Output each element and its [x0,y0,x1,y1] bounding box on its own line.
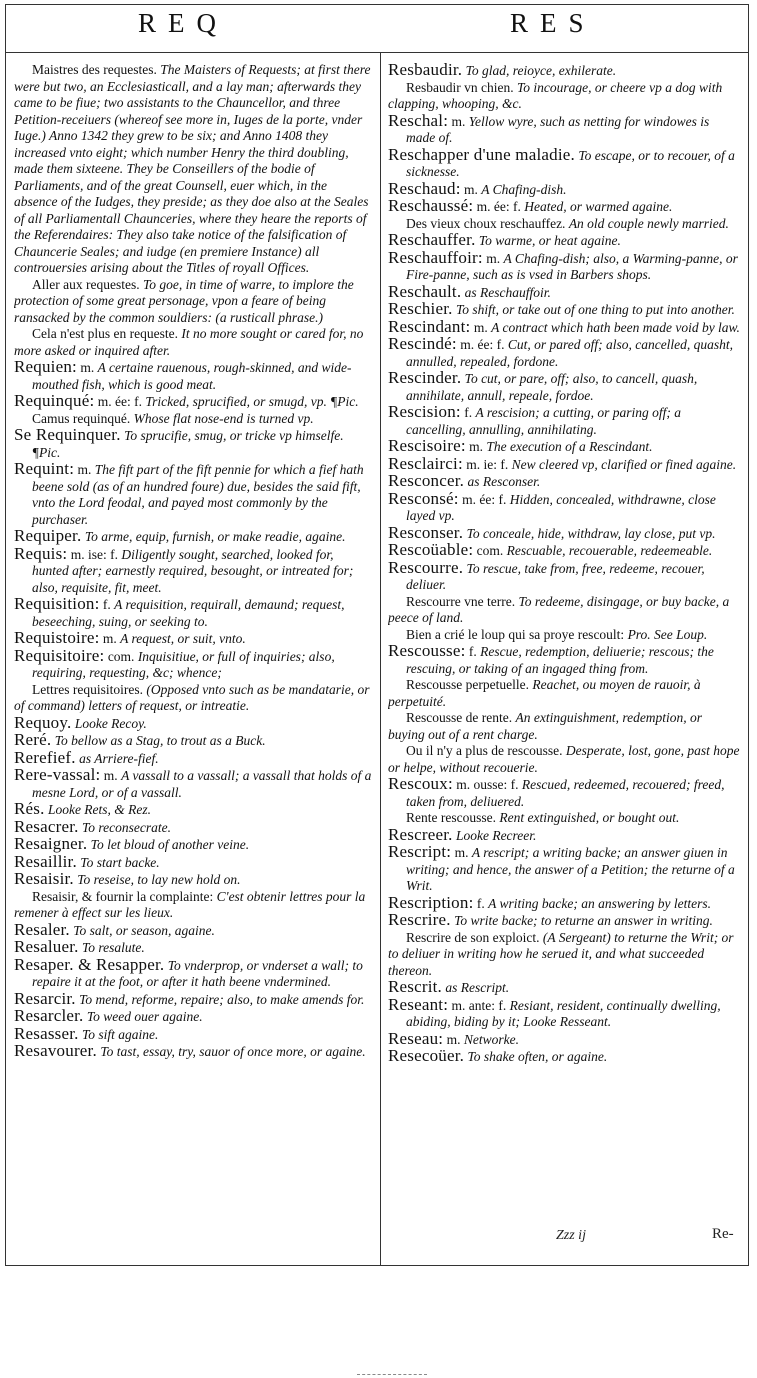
dictionary-entry [388,912,740,930]
entry-definition: The execution of a Rescindant. [486,439,653,454]
entry-headword: Requisition: [14,594,100,613]
entry-definition: A Chafing-dish; also, a Warming-panne, or Fire-panne, such as is vsed in Barbers shops. [406,250,738,282]
entry-headword: Rerefief. [14,747,76,767]
entry-headword: Resacrer. [14,816,79,836]
entry-definition: Yellow wyre, such as netting for windowes is made of. [406,113,710,145]
entry-headword: Reré. [14,730,52,749]
entry-headword: Resclairci: [388,453,463,473]
entry-headword: Resavourer. [14,1041,97,1060]
entry-headword: Resarcler. [14,1006,84,1025]
entry-definition: To salt, or season, againe. [73,922,215,938]
entry-headword: Resconsé: [388,488,459,508]
entry-definition: Tricked, sprucified, or smugd, vp. ¶Pic. [145,394,359,409]
entry-headword: Resaigner. [14,834,88,853]
signature-mark: Zzz ij [556,1228,586,1243]
entry-definition: Hidden, concealed, withdrawne, close layed vp. [406,491,716,523]
entry-definition: as Resconser. [467,474,541,489]
dictionary-entry [388,643,740,677]
entry-headword: Resbaudir vn chien. [406,79,514,95]
entry-definition: Looke Rets, & Rez. [47,802,152,817]
entry-gender: com. [107,648,135,664]
entry-headword: Resarcir. [14,988,76,1008]
entry-headword: Reseant: [388,994,449,1014]
catchword: Re- [712,1226,734,1242]
entry-headword: Rescrire. [388,910,451,929]
entry-definition: Desperate, lost, gone, past hope or helpe, without recouerie. [388,743,740,775]
entry-headword: Ou il n'y a plus de rescousse. [406,743,563,758]
bottom-mark [357,1374,427,1377]
dictionary-entry [14,528,372,546]
entry-definition: To mend, reforme, repaire; also, to make amends for. [79,991,365,1007]
dictionary-entry [388,62,740,80]
entry-headword: Rescousse: [388,641,466,660]
entry-definition: A writing backe; an answering by letters. [488,895,711,911]
entry-definition: Whose flat nose-end is turned vp. [133,410,314,426]
dictionary-entry [388,370,740,404]
entry-headword: Rescrit. [388,977,443,996]
entry-headword: Reschaud: [388,178,461,198]
entry-headword: Rescourre. [388,557,464,577]
entry-definition: To let bloud of another veine. [90,837,250,852]
entry-headword: Rescourre vne terre. [406,593,516,609]
entry-headword: Resecoüer. [388,1046,465,1065]
entry-definition: Rescued, redeemed, recouered; freed, taken from, deliuered. [406,777,725,809]
entry-definition: Looke Recreer. [455,827,537,843]
entry-definition: Rescue, redemption, deliuerie; rescous; the rescuing, or taking of an ingaged thing from. [406,644,714,676]
entry-gender: m. [473,319,488,335]
entry-headword: Rescousse de rente. [406,710,513,725]
dictionary-entry [14,393,372,411]
entry-definition: To bellow as a Stag, to trout as a Buck. [54,733,266,748]
entry-headword: Requis: [14,543,68,563]
dictionary-entry [388,557,740,594]
entry-gender: f. [464,405,473,420]
entry-gender: m. ousse: f. [456,777,519,792]
entry-headword: Camus requinqué. [32,410,131,426]
entry-headword: Aller aux requestes. [32,276,140,292]
dictionary-entry [388,710,740,743]
entry-definition: A Chafing-dish. [481,181,567,197]
dictionary-entry [388,930,740,980]
entry-headword: Resconcer. [388,471,465,490]
entry-gender: m. [469,439,484,454]
entry-gender: com. [476,543,504,558]
entry-definition: Cut, or pared off; also, cancelled, quasht, annulled, repealed, fordone. [406,337,734,369]
entry-definition: To warme, or heat againe. [478,233,621,248]
entry-definition: To conceale, hide, withdraw, lay close, put vp. [466,525,716,541]
entry-headword: Resaisir, & fournir la complainte: [32,888,214,904]
dictionary-entry [14,767,372,801]
entry-gender: m. [102,631,117,646]
entry-gender: m. ée: f. [97,394,142,409]
entry-definition: New cleered vp, clarified or fined againe. [511,456,737,472]
entry-headword: Reschault. [388,281,462,301]
entry-headword: Rescindé: [388,334,457,353]
dictionary-entry [14,712,372,733]
entry-definition: To reconsecrate. [81,819,171,835]
entry-headword: Cela n'est plus en requeste. [32,326,179,341]
entry-headword: Reschal: [388,110,449,130]
entry-gender: m. ée: f. [460,337,505,352]
dictionary-entry [14,277,372,327]
entry-definition: Pro. See Loup. [627,626,708,642]
entry-gender: m. [446,1031,461,1047]
entry-definition: A rescision; a cutting, or paring off; a cancelling, annulling, annihilating. [406,405,681,437]
entry-definition: C'est obtenir lettres pour la remener à effect sur les lieux. [14,888,366,920]
entry-definition: as Reschauffoir. [464,284,551,300]
entry-gender: m. [486,250,501,266]
entry-headword: Des vieux choux reschauffez. [406,215,566,231]
entry-headword: Maistres des requestes. [32,62,157,77]
dictionary-entry [14,62,372,277]
dictionary-entry [388,776,740,810]
entry-definition: A rescript; a writing backe; an answer giuen in writing; and hence, the answer of a Petition; the returne of a Writ. [406,845,735,893]
entry-definition: To rescue, take from, free, redeeme, recouer, deliuer. [406,560,705,592]
entry-definition: To arme, equip, furnish, or make readie, againe. [84,529,346,544]
entry-gender: m. [454,845,469,860]
entry-definition: An old couple newly married. [568,215,729,231]
entry-definition: An extinguishment, redemption, or buying out of a rent charge. [388,710,703,742]
entry-definition: Networke. [463,1031,519,1047]
entry-headword: Rescrire de son exploict. [406,929,540,945]
running-head-right: RES [510,8,596,38]
entry-headword: Resaillir. [14,851,77,871]
entry-definition: Rent extinguished, or bought out. [499,810,680,825]
entry-headword: Rescreer. [388,824,453,844]
dictionary-entry [14,427,372,461]
dictionary-entry [388,677,740,710]
dictionary-entry [14,359,372,393]
entry-gender: m. [77,462,92,477]
entry-headword: Rere-vassal: [14,765,101,784]
entry-headword: Rescisoire: [388,436,466,455]
entry-definition: To weed ouer againe. [86,1009,203,1024]
dictionary-entry [388,336,740,370]
entry-gender: m. ise: f. [70,546,118,562]
dictionary-entry [388,110,740,147]
entry-headword: Requien: [14,357,77,376]
entry-definition: To glad, reioyce, exhilerate. [465,63,617,78]
entry-headword: Rés. [14,799,45,818]
entry-definition: To sift againe. [81,1026,159,1042]
entry-headword: Reschapper d'une maladie. [388,144,575,164]
entry-gender: f. [476,895,485,911]
entry-definition: as Arriere-fief. [79,750,159,766]
entry-headword: Resaisir. [14,869,74,888]
entry-headword: Rescision: [388,402,461,421]
dictionary-entry [14,645,372,682]
dictionary-entry [14,954,372,991]
entry-definition: To sprucifie, smug, or tricke vp himselfe. ¶Pic. [32,428,344,460]
dictionary-entry [14,543,372,597]
entry-headword: Requinqué: [14,391,95,410]
entry-definition: Rescuable, recouerable, redeemeable. [506,543,713,558]
entry-gender: m. ée: f. [476,199,521,214]
dictionary-entry [14,1043,372,1061]
right-column [388,62,740,1262]
entry-definition: It no more sought or cared for, no more asked or inquired after. [14,326,364,358]
entry-headword: Resbaudir. [388,62,463,79]
entry-headword: Bien a crié le loup qui sa proye rescoult: [406,626,625,642]
dictionary-entry [388,488,740,525]
entry-definition: To escape, or to recouer, of a sicknesse. [406,147,735,179]
entry-headword: Resasser. [14,1023,79,1043]
entry-definition: To vnderprop, or vnderset a wall; to repaire it at the foot, or after it hath beene vndermined. [32,957,363,989]
entry-headword: Se Requinquer. [14,425,121,444]
entry-definition: Inquisitiue, or full of inquiries; also, requiring, requesting, &c; whence; [32,648,335,680]
entry-definition: To start backe. [80,854,160,870]
entry-definition: To cut, or pare, off; also, to cancell, quash, annihilate, annull, repeale, fordoe. [406,371,698,403]
dictionary-entry [388,80,740,113]
dictionary-entry [388,247,740,284]
entry-definition: To resalute. [81,940,145,955]
dictionary-entry [388,1048,740,1066]
entry-headword: Rescousse perpetuelle. [406,677,529,692]
entry-definition: A contract which hath been made void by law. [491,319,740,335]
entry-definition: A request, or suit, vnto. [120,631,246,646]
entry-headword: Rescription: [388,892,474,912]
dictionary-entry [388,594,740,627]
column-divider [380,53,381,1266]
dictionary-entry [388,743,740,776]
running-head-left: REQ [138,8,228,38]
dictionary-entry [388,144,740,181]
entry-headword: Resaper. & Resapper. [14,954,165,974]
entry-definition: The Maisters of Requests; at first there were but two, an Ecclesiasticall, and a lay man; afterwards they came to be fiue; two assistants to the Chauncellor, and three Petition-receiuers (whereof see more in, Iuges de la porte, vnder Iuge.) Anno 1342 they grew to be six; and Anno 1408 they increased vnto eight; which number Henry the third doubling, made them sixteene. They be Conseillers of the bodie of Parliaments, and of the great Counsell, euer which, in the absence of the Iudges, they preside; as they doe also at the Seales of all Parliamentall Chaunceries, where they heare the reports of the Referendaires: They also take notice of the falsification of Chauncerie Seales; and iudge (en premiere Instance) all controuersies arising about the Titles of royall Offices. [14,62,371,275]
entry-gender: m. ie: f. [466,456,509,472]
entry-definition: To shake often, or againe. [467,1049,608,1064]
entry-headword: Requoy. [14,712,72,732]
entry-headword: Requint: [14,459,75,478]
entry-definition: To goe, in time of warre, to implore the protection of some great personage, vpon a feare of being ransacked by the common souldiers: (a rusticall phrase.) [14,276,354,325]
entry-gender: m. ante: f. [451,997,507,1013]
entry-headword: Reschier. [388,299,453,318]
entry-definition: To write backe; to returne an answer in writing. [454,913,713,928]
left-column [14,62,372,1262]
dictionary-entry [14,871,372,889]
entry-headword: Resaluer. [14,937,79,956]
dictionary-entry [388,404,740,438]
dictionary-entry [388,198,740,216]
entry-headword: Resconser. [388,522,464,542]
entry-definition: (Opposed vnto such as be mandatarie, or of command) letters of request, or intreatie. [14,681,370,713]
entry-headword: Resaler. [14,919,70,939]
entry-headword: Reseau: [388,1028,444,1048]
entry-headword: Reschauffer. [388,230,476,249]
header-rule [5,52,749,53]
entry-definition: Diligently sought, searched, looked for, hunted after; earnestly required, besought, or intreated for; also, requisite, fit, meet. [32,546,354,595]
entry-gender: m. [451,113,466,129]
dictionary-entry [14,682,372,715]
entry-definition: To shift, or take out of one thing to put into another. [455,302,735,317]
entry-headword: Reschauffoir: [388,247,483,267]
entry-headword: Requistoire: [14,628,100,647]
entry-gender: m. [464,181,478,197]
dictionary-entry [388,994,740,1031]
entry-definition: A certaine rauenous, rough-skinned, and wide-mouthed fish, which is good meat. [32,360,352,392]
entry-definition: Looke Recoy. [74,715,147,731]
entry-definition: as Rescript. [445,980,510,995]
dictionary-entry [14,596,372,630]
entry-headword: Lettres requisitoires. [32,681,143,697]
dictionary-entry [14,461,372,528]
entry-headword: Requiper. [14,526,82,545]
entry-definition: To redeeme, disingage, or buy backe, a peece of land. [388,593,730,625]
entry-definition: The fift part of the fift pennie for which a fief hath beene sold (as of an hundred foure) due, besides the said fift, vnto the Lord feodal, and payed most commonly by the purchaser. [32,462,364,527]
entry-definition: To tast, essay, try, sauor of once more, or againe. [100,1044,366,1059]
entry-headword: Rescoux: [388,774,453,793]
entry-definition: Heated, or warmed againe. [524,199,673,214]
entry-headword: Rescoüable: [388,540,474,559]
entry-headword: Rescindant: [388,316,471,336]
dictionary-entry [14,326,372,359]
entry-definition: A vassall to a vassall; a vassall that holds of a mesne Lord, or of a vassall. [32,768,372,800]
entry-gender: m. [103,768,118,783]
entry-gender: f. [468,644,477,659]
dictionary-entry [14,889,372,922]
entry-definition: To incourage, or cheere vp a dog with clapping, whooping, &c. [388,79,723,111]
entry-definition: Resiant, resident, continually dwelling, abiding, biding by it; Looke Resseant. [406,997,721,1029]
entry-headword: Reschaussé: [388,196,474,215]
entry-definition: To reseise, to lay new hold on. [77,872,241,887]
entry-headword: Rescinder. [388,368,462,387]
entry-definition: (A Sergeant) to returne the Writ; or to deliuer in writing how he serued it, and what succeeded thereon. [388,929,734,978]
entry-headword: Requisitoire: [14,645,105,665]
dictionary-entry [388,844,740,895]
entry-headword: Rente rescousse. [406,810,496,825]
entry-gender: m. [80,360,95,375]
entry-headword: Rescript: [388,842,452,861]
entry-gender: m. ée: f. [462,491,507,507]
entry-definition: Reachet, ou moyen de rauoir, à perpetuité. [388,677,701,709]
entry-definition: A requisition, requirall, demaund; request, beseeching, suing, or seeking to. [32,597,345,629]
entry-gender: f. [102,597,111,612]
